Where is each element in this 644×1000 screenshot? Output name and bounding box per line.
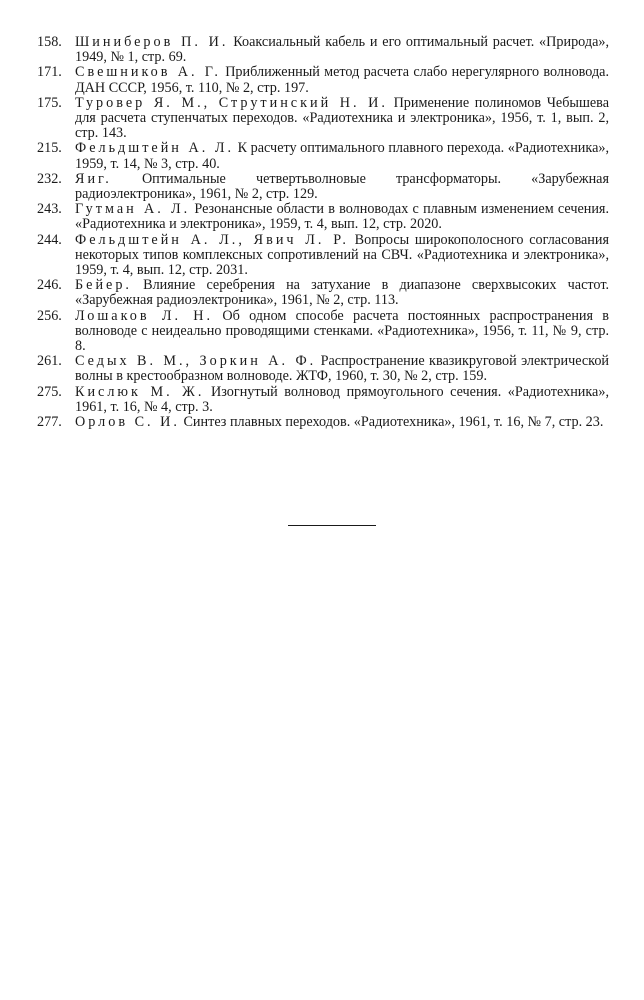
reference-author: Лошаков Л. Н.	[75, 307, 214, 324]
reference-author: Шиниберов П. И.	[75, 34, 229, 50]
reference-author: Орлов С. И.	[75, 414, 180, 431]
reference-text: Применение полиномов Чебышева для расчета ступенчатых переходов. «Радиотехника и электроника», 1956, т. 1, вып. 2, стр. 143.	[75, 94, 609, 142]
reference-text: Оптимальные четвертьволновые трансформаторы. «Зарубежная радиоэлектроника», 1961, № 2, стр. 129.	[75, 170, 610, 203]
reference-author: Кислюк М. Ж.	[75, 383, 205, 400]
reference-text: Синтез плавных переходов. «Радиотехника», 1961, т. 16, № 7, стр. 23.	[183, 414, 604, 431]
reference-text: Резонансные области в волноводах с плавным изменением сечения. «Радиотехника и электроника», 1959, т. 4, вып. 12, стр. 2020.	[75, 201, 610, 233]
reference-text: Коаксиальный кабель и его оптимальный расчет. «Природа», 1949, № 1, стр. 69.	[75, 34, 610, 66]
reference-item	[37, 415, 609, 430]
reference-author: Туровер Я. М., Струтинский Н. И.	[75, 94, 388, 111]
reference-item	[37, 172, 609, 202]
reference-item	[37, 65, 609, 95]
reference-text: Об одном способе расчета постоянных распространения в волноводе с неидеально проводящими стенками. «Радиотехника», 1956, т. 11, № 9, стр. 8.	[75, 307, 609, 355]
reference-text: Вопросы широкополосного согласования некоторых типов комплексных сопротивлений на СВЧ. «Радиотехника и электроника», 1959, т. 4, вып. 12, стр. 2031.	[75, 231, 609, 279]
reference-number: 215.	[37, 140, 62, 157]
reference-author: Гутман А. Л.	[75, 201, 191, 218]
reference-text: К расчету оптимального плавного перехода. «Радиотехника», 1959, т. 14, № 3, стр. 40.	[75, 140, 610, 172]
reference-item	[37, 96, 609, 142]
reference-item	[37, 35, 609, 65]
reference-text: Изогнутый волновод прямоугольного сечения. «Радиотехника», 1961, т. 16, № 4, стр. 3.	[75, 383, 609, 415]
reference-author: Бейер.	[75, 277, 132, 294]
section-end-rule	[288, 525, 376, 526]
reference-item	[37, 202, 609, 232]
reference-author: Свешников А. Г.	[75, 64, 221, 81]
reference-number: 261.	[37, 353, 62, 370]
reference-number: 175.	[37, 94, 62, 111]
reference-author: Яиг.	[75, 170, 112, 187]
reference-item	[37, 354, 609, 384]
reference-item	[37, 385, 609, 415]
reference-list	[37, 35, 609, 430]
reference-number: 158.	[37, 34, 62, 50]
reference-number: 246.	[37, 277, 62, 294]
reference-text: Приближенный метод расчета слабо нерегулярного волновода. ДАН СССР, 1956, т. 110, № 2, стр. 197.	[75, 64, 610, 96]
reference-number: 275.	[37, 383, 62, 400]
reference-author: Седых В. М., Зоркин А. Ф.	[75, 353, 317, 370]
reference-number: 244.	[37, 231, 62, 248]
reference-author: Фельдштейн А. Л., Явич Л. Р.	[75, 231, 349, 248]
reference-number: 256.	[37, 307, 62, 324]
reference-number: 232.	[37, 170, 62, 187]
reference-item	[37, 141, 609, 171]
reference-text: Влияние серебрения на затухание в диапазоне сверхвысоких частот. «Зарубежная радиоэлектроника», 1961, № 2, стр. 113.	[75, 277, 609, 309]
reference-item	[37, 309, 609, 355]
reference-text: Распространение квазикруговой электрической волны в крестообразном волноводе. ЖТФ, 1960, т. 30, № 2, стр. 159.	[75, 353, 610, 385]
reference-number: 277.	[37, 414, 62, 431]
reference-number: 171.	[37, 64, 62, 81]
reference-number: 243.	[37, 201, 62, 218]
reference-author: Фельдштейн А. Л.	[75, 140, 235, 157]
reference-item	[37, 233, 609, 279]
reference-item	[37, 278, 609, 308]
